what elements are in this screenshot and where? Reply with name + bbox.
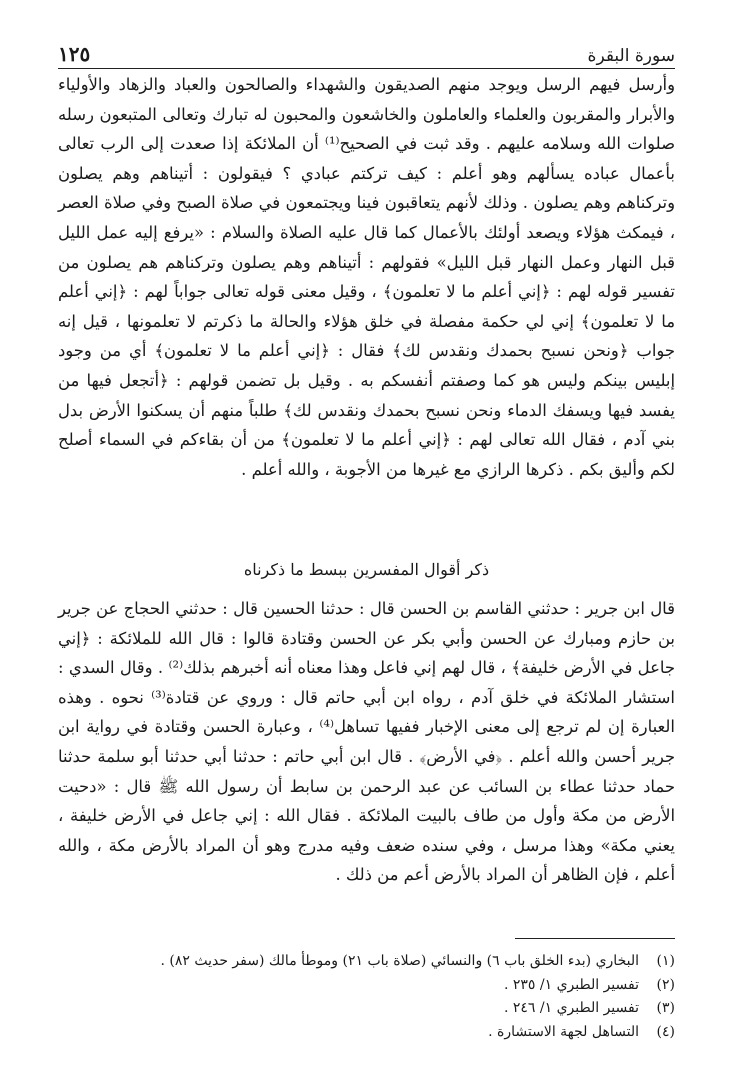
- footnote-text: التساهل لجهة الاستشارة .: [488, 1023, 639, 1040]
- footnote-number: (٣): [656, 1000, 675, 1016]
- section-heading: ذكر أقوال المفسرين ببسط ما ذكرناه: [243, 560, 490, 579]
- footnote-number: (٢): [656, 976, 675, 993]
- footnote-text: تفسير الطبري ١/ ٢٣٥ .: [503, 976, 639, 993]
- page-header: [58, 38, 675, 66]
- footnote-divider: [515, 938, 675, 939]
- footnote-item: [58, 997, 675, 1021]
- footnote-item: [58, 1021, 675, 1045]
- page-number: ١٢٥: [58, 42, 91, 66]
- footnotes: [58, 950, 675, 1044]
- header-divider: [58, 68, 675, 69]
- surah-title: سورة البقرة: [587, 46, 675, 66]
- body-paragraph: وأرسل فيهم الرسل ويوجد منهم الصديقون والشهداء والصالحون والعباد والزهاد والأولياء والأبرار والمقربون والعلماء والعاملون والخاشعون والمحبون له تبارك وتعالى المتبعون رسله صلوات الله وسلامه عليهم . وقد ثبت في الصحيح⁽¹⁾ أن الملائكة إذا صعدت إلى الرب تعالى بأعمال عباده يسألهم وهو أعلم : كيف تركتم عبادي ؟ فيقولون : أتيناهم وهم يصلون وتركناهم وهم يصلون . وذلك لأنهم يتعاقبون فينا ويجتمعون في صلاة الصبح وفي صلاة العصر ، فيمكث هؤلاء ويصعد أولئك بالأعمال كما قال عليه الصلاة والسلام : «يرفع إليه عمل الليل قبل النهار وعمل النهار قبل الليل» فقولهم : أتيناهم وهم يصلون وتركناهم هم يصلون من تفسير قوله لهم : ﴿إني أعلم ما لا تعلمون﴾ ، وقيل معنى قوله تعالى جواباً لهم : ﴿إني أعلم ما لا تعلمون﴾ إني لي حكمة مفصلة في خلق هؤلاء والحالة ما ذكرتم لا تعلمونها ، قيل إنه جواب ﴿ونحن نسبح بحمدك ونقدس لك﴾ فقال : ﴿إني أعلم ما لا تعلمون﴾ أي من وجود إبليس بينكم وليس هو كما وصفتم أنفسكم به . وقيل بل تضمن قولهم : ﴿أتجعل فيها من يفسد فيها ويسفك الدماء ونحن نسبح بحمدك ونقدس لك﴾ طلباً منهم أن يسكنوا الأرض بدل بني آدم ، فقال الله تعالى لهم : ﴿إني أعلم ما لا تعلمون﴾ من أن بقاءكم في السماء أصلح لكم وأليق بكم . ذكرها الرازي مع غيرها من الأجوبة ، والله أعلم .: [58, 75, 675, 479]
- footnote-number: (٤): [656, 1023, 675, 1040]
- footnote-item: [58, 974, 675, 998]
- section-paragraph: قال ابن جرير : حدثني القاسم بن الحسن قال : حدثنا الحسين قال : حدثني الحجاج عن جرير بن حازم ومبارك عن الحسن وأبي بكر عن الحسن وقتادة قالوا : قال الله للملائكة : ﴿إني جاعل في الأرض خليفة﴾ ، قال لهم إني فاعل وهذا معناه أنه أخبرهم بذلك⁽²⁾ . وقال السدي : استشار الملائكة في خلق آدم ، رواه ابن أبي حاتم قال : وروي عن قتادة⁽³⁾ نحوه . وهذه العبارة إن لم ترجع إلى معنى الإخبار ففيها تساهل⁽⁴⁾ ، وعبارة الحسن وقتادة في رواية ابن جرير أحسن والله أعلم . ﴿في الأرض﴾ . قال ابن أبي حاتم : حدثنا أبي حدثنا أبو سلمة حدثنا حماد حدثنا عطاء بن السائب عن عبد الرحمن بن سابط أن رسول الله ﷺ قال : «دحيت الأرض من مكة وأول من طاف بالبيت الملائكة . فقال الله : إني جاعل في الأرض خليفة ، يعني مكة» وهذا مرسل ، وفي سنده ضعف وفيه مدرج وهو أن المراد بالأرض مكة ، والله أعلم ، فإن الظاهر أن المراد بالأرض أعم من ذلك .: [58, 599, 675, 885]
- footnote-number: (١): [656, 953, 675, 969]
- footnote-item: [58, 950, 675, 974]
- footnote-text: البخاري (بدء الخلق باب ٦) والنسائي (صلاة باب ٢١) وموطأ مالك (سفر حديث ٨٢) .: [160, 953, 639, 969]
- footnote-text: تفسير الطبري ١/ ٢٤٦ .: [503, 1000, 639, 1016]
